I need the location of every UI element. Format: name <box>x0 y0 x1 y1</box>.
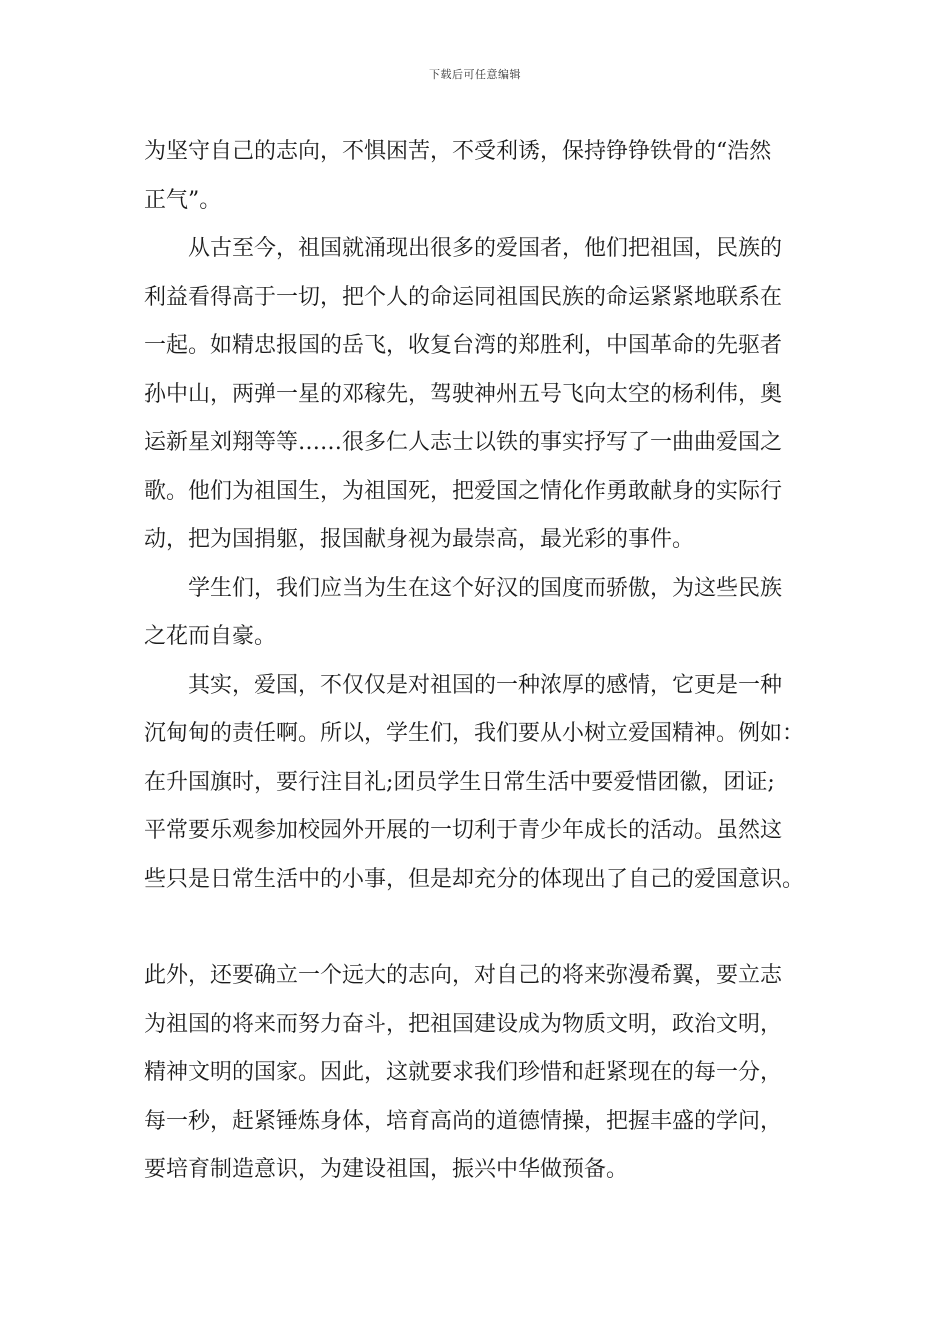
text-line: 之花而自豪。 <box>144 624 277 649</box>
text-line: 在升国旗时，要行注目礼;团员学生日常生活中要爱惜团徽，团证; <box>144 769 775 795</box>
text-line: 动，把为国捐躯，报国献身视为最崇高，最光彩的事件。 <box>144 527 695 552</box>
text-line: 此外，还要确立一个远大的志向，对自己的将来弥漫希翼，要立志 <box>144 963 783 988</box>
text-line: 些只是日常生活中的小事，但是却充分的体现出了自己的爱国意识。 <box>144 866 805 892</box>
text-line: 要培育制造意识，为建设祖国，振兴中华做预备。 <box>144 1157 629 1182</box>
text-line: 为祖国的将来而努力奋斗，把祖国建设成为物质文明，政治文明， <box>144 1011 783 1037</box>
text-line: 精神文明的国家。因此，这就要求我们珍惜和赶紧现在的每一分， <box>144 1060 783 1085</box>
page-header: 下载后可任意编辑 <box>429 68 521 81</box>
text-line: 运新星刘翔等等……很多仁人志士以铁的事实抒写了一曲曲爱国之 <box>144 430 783 455</box>
paragraph-spacer <box>144 904 814 952</box>
text-line: 孙中山，两弹一星的邓稼先，驾驶神州五号飞向太空的杨利伟，奥 <box>144 381 783 407</box>
text-line: 平常要乐观参加校园外开展的一切利于青少年成长的活动。虽然这 <box>144 818 783 843</box>
text-line: 沉甸甸的责任啊。所以，学生们，我们要从小树立爱国精神。例如： <box>144 721 805 746</box>
paragraph-first-line: 学生们，我们应当为生在这个好汉的国度而骄傲，为这些民族 <box>188 575 783 601</box>
paragraph-first-line: 从古至今，祖国就涌现出很多的爱国者，他们把祖国，民族的 <box>188 236 783 261</box>
text-line: 为坚守自己的志向，不惧困苦，不受利诱，保持铮铮铁骨的“浩然 <box>144 139 772 164</box>
text-line: 歌。他们为祖国生，为祖国死，把爱国之情化作勇敢献身的实际行 <box>144 478 783 504</box>
text-line: 利益看得高于一切，把个人的命运同祖国民族的命运紧紧地联系在 <box>144 284 783 310</box>
text-line: 一起。如精忠报国的岳飞，收复台湾的郑胜利，中国革命的先驱者 <box>144 333 783 358</box>
text-line: 每一秒，赶紧锤炼身体，培育高尚的道德情操，把握丰盛的学问， <box>144 1108 783 1134</box>
document-body <box>144 128 814 1195</box>
paragraph-first-line: 其实，爱国，不仅仅是对祖国的一种浓厚的感情，它更是一种 <box>188 672 783 698</box>
text-line: 正气”。 <box>144 187 222 213</box>
